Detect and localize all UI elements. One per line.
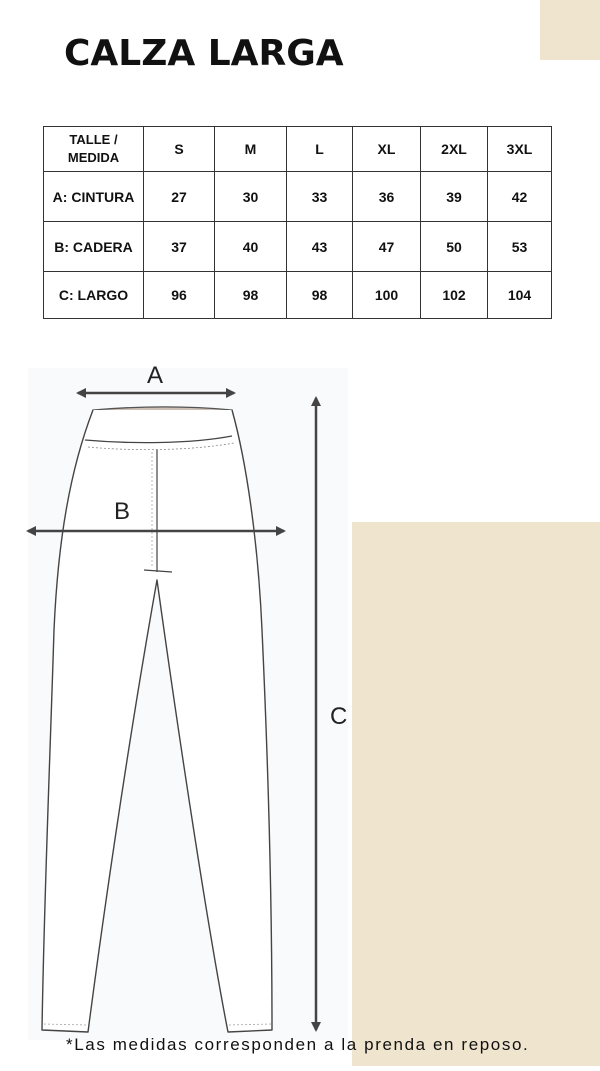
table-header-cell: TALLE / MEDIDA xyxy=(44,127,144,172)
table-cell: 42 xyxy=(488,172,552,222)
table-header-cell: S xyxy=(144,127,215,172)
table-row-label: A: CINTURA xyxy=(44,172,144,222)
table-cell: 27 xyxy=(144,172,215,222)
dimension-label-a: A xyxy=(147,362,164,389)
table-cell: 50 xyxy=(421,222,488,272)
table-row xyxy=(44,222,552,272)
table-header-cell: 3XL xyxy=(488,127,552,172)
table-cell: 36 xyxy=(353,172,421,222)
page-title: CALZA LARGA xyxy=(64,33,344,74)
table-cell: 43 xyxy=(287,222,353,272)
table-cell: 37 xyxy=(144,222,215,272)
footnote: *Las medidas corresponden a la prenda en reposo. xyxy=(66,1035,530,1054)
table-cell: 30 xyxy=(215,172,287,222)
table-cell: 53 xyxy=(488,222,552,272)
table-row-label: C: LARGO xyxy=(44,272,144,319)
table-cell: 104 xyxy=(488,272,552,319)
table-cell: 96 xyxy=(144,272,215,319)
table-cell: 98 xyxy=(287,272,353,319)
table-header-cell: M xyxy=(215,127,287,172)
table-cell: 98 xyxy=(215,272,287,319)
table-header-cell: XL xyxy=(353,127,421,172)
size-table xyxy=(43,126,552,319)
table-cell: 39 xyxy=(421,172,488,222)
table-cell: 40 xyxy=(215,222,287,272)
table-row xyxy=(44,272,552,319)
leggings-diagram xyxy=(0,340,600,1066)
dimension-label-b: B xyxy=(114,498,131,525)
table-cell: 100 xyxy=(353,272,421,319)
table-header-cell: 2XL xyxy=(421,127,488,172)
dimension-label-c: C xyxy=(330,703,348,730)
table-row xyxy=(44,172,552,222)
table-cell: 102 xyxy=(421,272,488,319)
table-row-label: B: CADERA xyxy=(44,222,144,272)
table-header-row xyxy=(44,127,552,172)
table-cell: 33 xyxy=(287,172,353,222)
table-cell: 47 xyxy=(353,222,421,272)
table-header-cell: L xyxy=(287,127,353,172)
leggings-illustration xyxy=(0,340,600,1066)
decorative-block-top xyxy=(540,0,600,60)
